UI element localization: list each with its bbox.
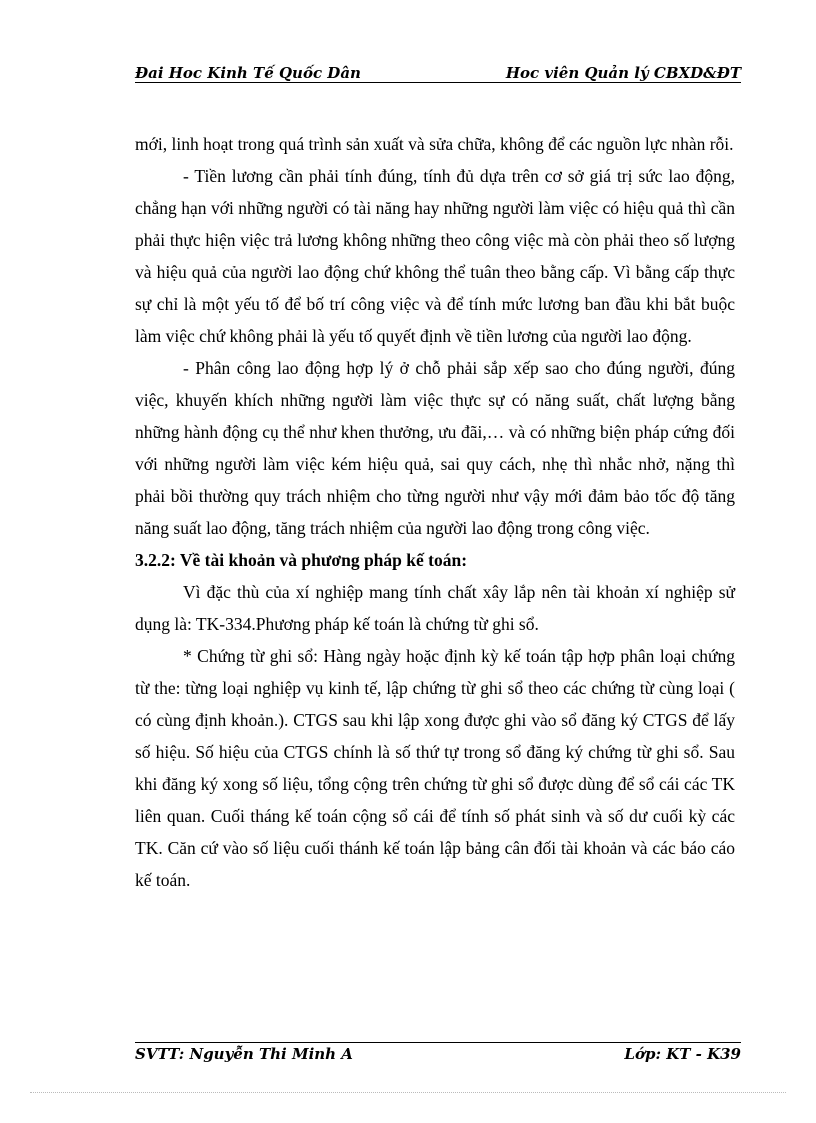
paragraph-account: Vì đặc thù của xí nghiệp mang tính chất xây lắp nên tài khoản xí nghiệp sử dụng là: TK-334.Phương pháp kế toán là chứng từ ghi sổ. bbox=[135, 582, 735, 634]
section-heading: 3.2.2: Về tài khoản và phương pháp kế toán: bbox=[135, 550, 468, 570]
page-footer bbox=[135, 1042, 741, 1065]
header-institute: Hoc viên Quản lý CBXD&ĐT bbox=[505, 64, 741, 82]
footer-student: SVTT: Nguyễn Thi Minh A bbox=[135, 1045, 353, 1063]
paragraph-labor-division: - Phân công lao động hợp lý ở chỗ phải sắp xếp sao cho đúng người, đúng việc, khuyến khích những người làm việc thực sự có năng suất, chất lượng bằng những hành động cụ thể như khen thưởng, ưu đãi,… và có những biện pháp cứng đối với những người làm việc kém hiệu quả, sai quy cách, nhẹ thì nhắc nhở, nặng thì phải bồi thường quy trách nhiệm cho từng người như vậy mới đảm bảo tốc độ tăng năng suất lao động, tăng trách nhiệm của người lao động trong công việc. bbox=[135, 358, 735, 538]
document-body bbox=[135, 128, 735, 896]
page-header bbox=[135, 62, 741, 83]
page-bottom-divider bbox=[30, 1092, 786, 1093]
paragraph-vouchers: * Chứng từ ghi sổ: Hàng ngày hoặc định kỳ kế toán tập hợp phân loại chứng từ the: từng loại nghiệp vụ kinh tế, lập chứng từ ghi sổ theo các chứng từ cùng loại ( có cùng định khoản.). CTGS sau khi lập xong được ghi vào sổ đăng ký CTGS để lấy số hiệu. Số hiệu của CTGS chính là số thứ tự trong sổ đăng ký chứng từ ghi sổ. Sau khi đăng ký xong số liệu, tổng cộng trên chứng từ ghi sổ được dùng để sổ cái các TK liên quan. Cuối tháng kế toán cộng sổ cái để tính số phát sinh và số dư cuối kỳ các TK. Căn cứ vào số liệu cuối thánh kế toán lập bảng cân đối tài khoản và các báo cáo kế toán. bbox=[135, 646, 735, 890]
paragraph-salary: - Tiền lương cần phải tính đúng, tính đủ dựa trên cơ sở giá trị sức lao động, chẳng hạn với những người có tài năng hay những người làm việc có hiệu quả thì cần phải thực hiện việc trả lương không những theo công việc mà còn phải theo số lượng và hiệu quả của người lao động chứ không thể tuân theo bằng cấp. Vì bằng cấp thực sự chỉ là một yếu tố để bố trí công việc và để tính mức lương ban đầu khi bắt buộc làm việc chứ không phải là yếu tố quyết định về tiền lương của người lao động. bbox=[135, 166, 735, 346]
header-university: Đai Hoc Kinh Tế Quốc Dân bbox=[135, 64, 361, 82]
paragraph-continuation: mới, linh hoạt trong quá trình sản xuất và sửa chữa, không để các nguồn lực nhàn rỗi. bbox=[135, 134, 734, 154]
footer-class: Lớp: KT - K39 bbox=[624, 1045, 741, 1063]
